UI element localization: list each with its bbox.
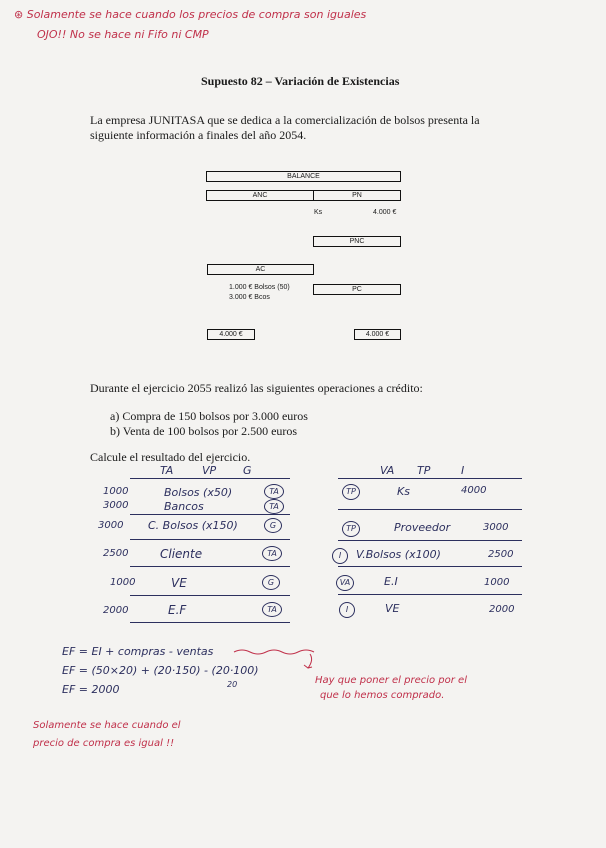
left-row-type: TA (262, 546, 282, 561)
left-row-concept: VE (171, 576, 187, 590)
page-title: Supuesto 82 – Variación de Existencias (201, 74, 400, 88)
right-row-concept: Proveedor (394, 521, 451, 534)
left-header-g: G (243, 464, 252, 477)
right-header-i: I (461, 464, 465, 477)
top-note-line2: OJO!! No se hace ni Fifo ni CMP (37, 28, 209, 41)
balance-pnc: PNC (313, 236, 401, 247)
intro-line2: siguiente información a finales del año 2054. (90, 128, 307, 142)
right-row-amount: 1000 (484, 577, 510, 588)
right-row-concept: VE (385, 602, 400, 615)
left-header-ta: TA (160, 464, 174, 477)
left-row-amount: 3000 (98, 520, 124, 531)
question: Calcule el resultado del ejercicio. (90, 450, 251, 464)
right-row-concept: E.I (384, 575, 398, 588)
balance-ac-line2: 3.000 € Bcos (229, 294, 270, 301)
price-note-line2: que lo hemos comprado. (320, 690, 445, 701)
wavy-arrow-icon (232, 646, 322, 672)
balance-pn: PN (313, 190, 401, 201)
formula-line3: EF = 2000 (62, 683, 120, 696)
formula-line2: EF = (50×20) + (20·150) - (20·100) (62, 664, 259, 677)
left-row-type: G (262, 575, 280, 590)
balance-ks-label: Ks (314, 209, 323, 216)
top-note-line1: ⊛ Solamente se hace cuando los precios de compra son iguales (14, 8, 367, 21)
left-row-amount: 2000 (103, 605, 129, 616)
left-row-type: TA (264, 499, 284, 514)
left-row-type: G (264, 518, 282, 533)
left-row-concept: Bolsos (x50) (164, 486, 233, 499)
balance-anc: ANC (206, 190, 314, 201)
right-row-type: VA (336, 575, 354, 591)
left-header-vp: VP (202, 464, 217, 477)
intro-line1: La empresa JUNITASA que se dedica a la comercialización de bolsos presenta la (90, 113, 480, 127)
right-header-va: VA (380, 464, 395, 477)
right-row-amount: 4000 (461, 485, 487, 496)
bottom-note-line2: precio de compra es igual !! (33, 738, 175, 749)
left-row-concept: E.F (168, 603, 187, 617)
right-row-amount: 2500 (488, 549, 514, 560)
operation-a: a) Compra de 150 bolsos por 3.000 euros (110, 409, 308, 423)
right-row-type: I (339, 602, 355, 618)
left-row-concept: Cliente (160, 547, 203, 561)
balance-header: BALANCE (206, 171, 401, 182)
left-row-amount: 1000 (103, 486, 129, 497)
price-note-line1: Hay que poner el precio por el (315, 675, 467, 686)
right-row-concept: V.Bolsos (x100) (356, 548, 441, 561)
left-row-type: TA (262, 602, 282, 617)
operations-intro: Durante el ejercicio 2055 realizó las siguientes operaciones a crédito: (90, 381, 423, 395)
left-row-concept: Bancos (164, 500, 204, 513)
right-row-type: TP (342, 521, 360, 537)
right-row-type: TP (342, 484, 360, 500)
right-header-tp: TP (417, 464, 431, 477)
right-row-concept: Ks (397, 485, 410, 498)
left-row-type: TA (264, 484, 284, 499)
formula-subscript: 20 (227, 680, 238, 689)
right-row-type: I (332, 548, 348, 564)
left-row-concept: C. Bolsos (x150) (148, 519, 238, 532)
formula-line1: EF = EI + compras - ventas (62, 645, 214, 658)
left-row-amount: 3000 (103, 500, 129, 511)
right-row-amount: 3000 (483, 522, 509, 533)
balance-ac: AC (207, 264, 314, 275)
operation-b: b) Venta de 100 bolsos por 2.500 euros (110, 424, 298, 438)
balance-total-left: 4.000 € (207, 329, 255, 340)
balance-total-right: 4.000 € (354, 329, 401, 340)
balance-ks-value: 4.000 € (373, 209, 397, 216)
left-row-amount: 1000 (110, 577, 136, 588)
right-row-amount: 2000 (489, 604, 515, 615)
bottom-note-line1: Solamente se hace cuando el (33, 720, 181, 731)
balance-pc: PC (313, 284, 401, 295)
balance-ac-line1: 1.000 € Bolsos (50) (229, 284, 290, 291)
left-row-amount: 2500 (103, 548, 129, 559)
